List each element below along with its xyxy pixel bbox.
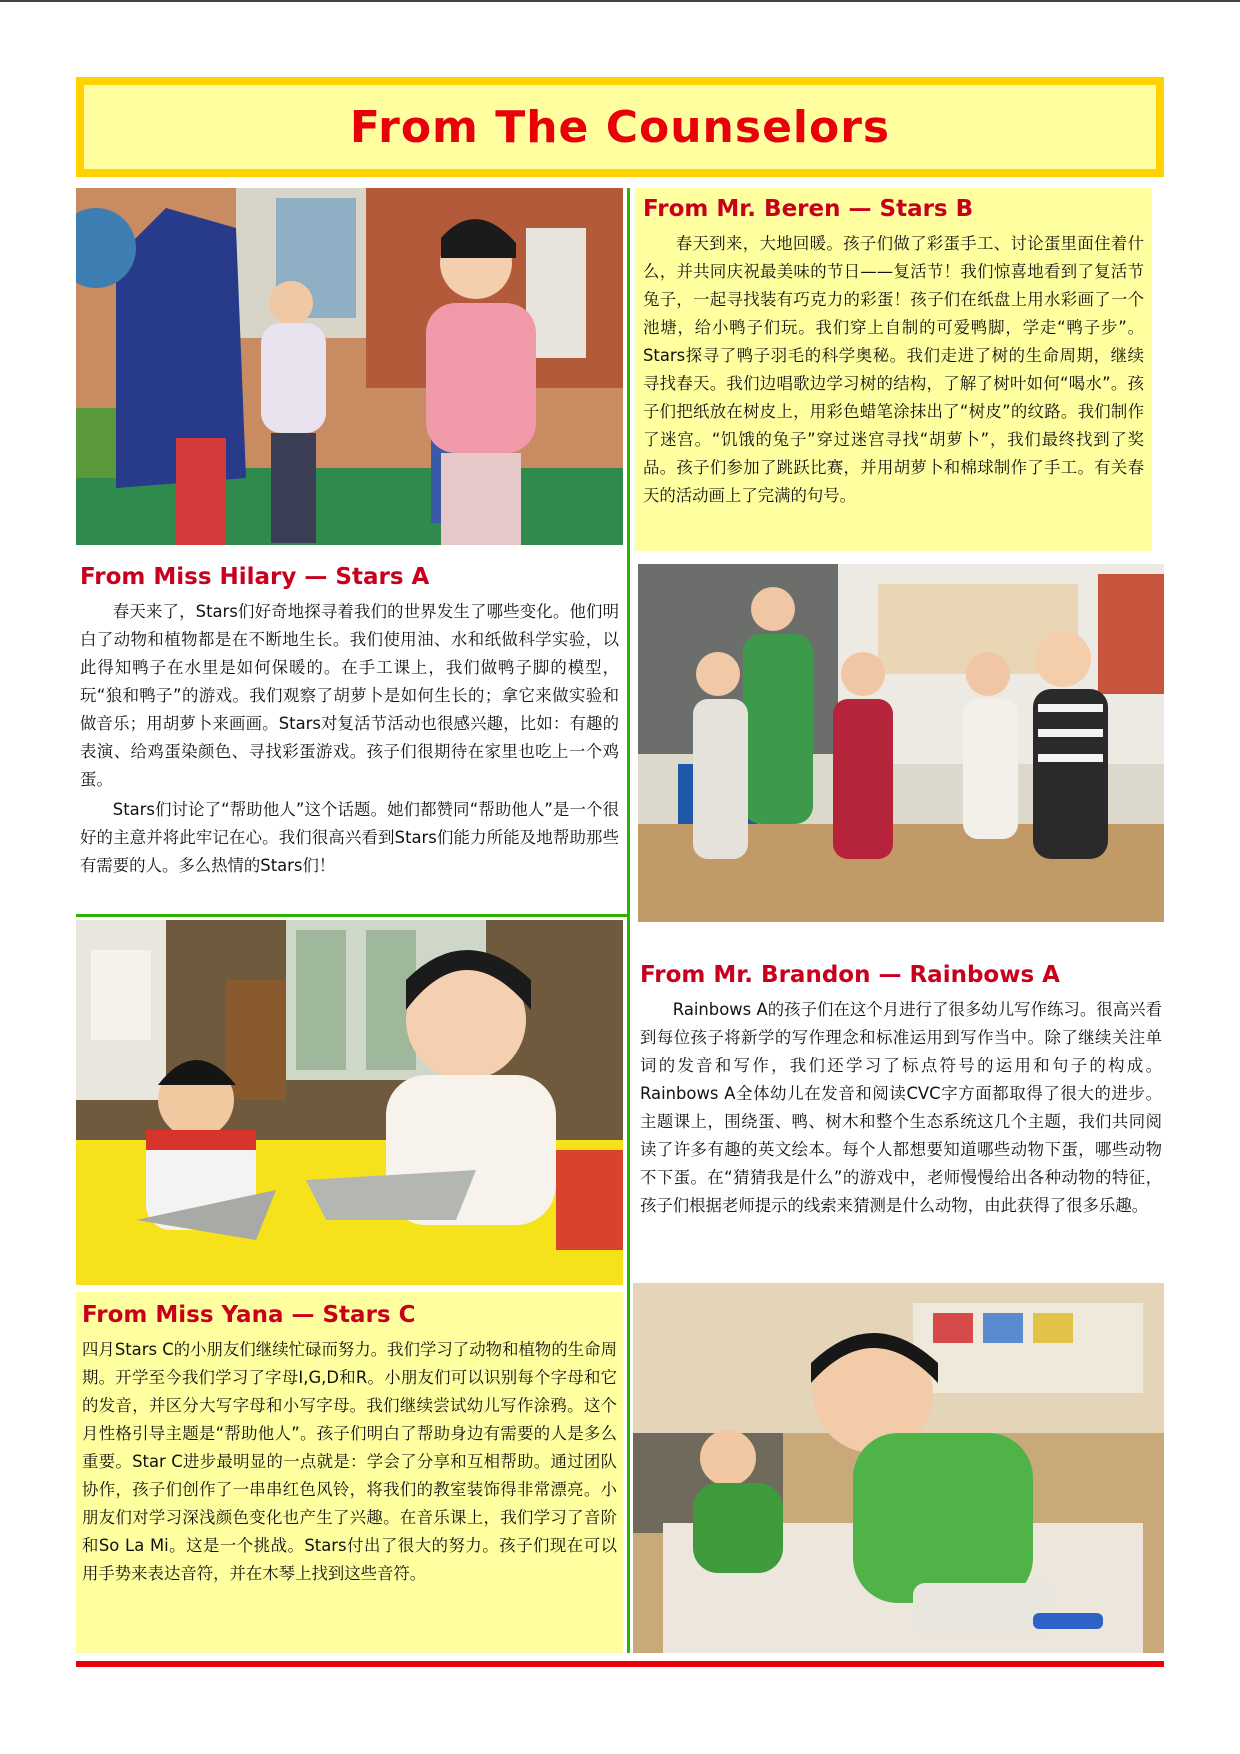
- section-stars-c: [76, 1292, 623, 1653]
- section-heading: From Miss Yana — Stars C: [82, 1302, 416, 1328]
- bottom-red-rule: [76, 1661, 1164, 1667]
- section-paragraph: Stars们讨论了“帮助他人”这个话题。她们都赞同“帮助他人”是一个很好的主意并将此牢记在心。我们很高兴看到Stars们能力所能及地帮助那些有需要的人。多么热情的Stars们！: [80, 800, 619, 875]
- section-paragraph: 四月Stars C的小朋友们继续忙碌而努力。我们学习了动物和植物的生命周期。开学至今我们学习了字母I,G,D和R。小朋友们可以识别每个字母和它的发音，并区分大写字母和小写字母。我们继续尝试幼儿写作涂鸦。这个月性格引导主题是“帮助他人”。孩子们明白了帮助身边有需要的人是多么重要。Star C进步最明显的一点就是：学会了分享和互相帮助。通过团队协作，孩子们创作了一串串红色风铃，将我们的教室装饰得非常漂亮。小朋友们对学习深浅颜色变化也产生了兴趣。在音乐课上，我们学习了音阶和So La Mi。这是一个挑战。Stars付出了很大的努力。孩子们现在可以用手势来表达音符，并在木琴上找到这些音符。: [82, 1340, 617, 1583]
- section-paragraph: Rainbows A的孩子们在这个月进行了很多幼儿写作练习。很高兴看到每位孩子将新学的写作理念和标准运用到写作当中。除了继续关注单词的发音和写作，我们还学习了标点符号的运用和句子的构成。Rainbows A全体幼儿在发音和阅读CVC字方面都取得了很大的进步。主题课上，围绕蛋、鸭、树木和整个生态系统这几个主题，我们共同阅读了许多有趣的英文绘本。每个人都想要知道哪些动物下蛋，哪些动物不下蛋。在“猜猜我是什么”的游戏中，老师慢慢给出各种动物的特征，孩子们根据老师提示的线索来猜测是什么动物，由此获得了很多乐趣。: [640, 1000, 1162, 1215]
- top-rule: [0, 0, 1240, 2]
- center-green-divider: [627, 188, 630, 1653]
- section-rainbows-a: [638, 960, 1164, 1272]
- photo-playground: [76, 188, 623, 545]
- section-stars-b: [635, 188, 1152, 551]
- photo-floor-drawing: [633, 1283, 1164, 1653]
- section-paragraph: 春天到来，大地回暖。孩子们做了彩蛋手工、讨论蛋里面住着什么，并共同庆祝最美味的节日——复活节！我们惊喜地看到了复活节兔子，一起寻找装有巧克力的彩蛋！孩子们在纸盘上用水彩画了一个池塘，给小鸭子们玩。我们穿上自制的可爱鸭脚，学走“鸭子步”。Stars探寻了鸭子羽毛的科学奥秘。我们走进了树的生命周期，继续寻找春天。我们边唱歌边学习树的结构，了解了树叶如何“喝水”。孩子们把纸放在树皮上，用彩色蜡笔涂抹出了“树皮”的纹路。我们制作了迷宫。“饥饿的兔子”穿过迷宫寻找“胡萝卜”，我们最终找到了奖品。孩子们参加了跳跃比赛，并用胡萝卜和棉球制作了手工。有关春天的活动画上了完满的句号。: [643, 234, 1144, 505]
- title-banner-inner: [84, 85, 1156, 169]
- title-banner: [76, 77, 1164, 177]
- photo-classroom-dance: [638, 564, 1164, 922]
- section-stars-a: [76, 558, 623, 893]
- photo-craft-table: [76, 920, 623, 1285]
- page-title: From The Counselors: [349, 101, 891, 153]
- section-paragraph: 春天来了，Stars们好奇地探寻着我们的世界发生了哪些变化。他们明白了动物和植物都是在不断地生长。我们使用油、水和纸做科学实验，以此得知鸭子在水里是如何保暖的。在手工课上，我们做鸭子脚的模型，玩“狼和鸭子”的游戏。我们观察了胡萝卜是如何生长的；拿它来做实验和做音乐；用胡萝卜来画画。Stars对复活节活动也很感兴趣，比如：有趣的表演、给鸡蛋染颜色、寻找彩蛋游戏。孩子们很期待在家里也吃上一个鸡蛋。: [80, 602, 619, 789]
- section-heading: From Mr. Brandon — Rainbows A: [640, 962, 1060, 988]
- green-divider: [76, 914, 627, 917]
- section-heading: From Miss Hilary — Stars A: [80, 564, 430, 590]
- section-heading: From Mr. Beren — Stars B: [643, 196, 974, 222]
